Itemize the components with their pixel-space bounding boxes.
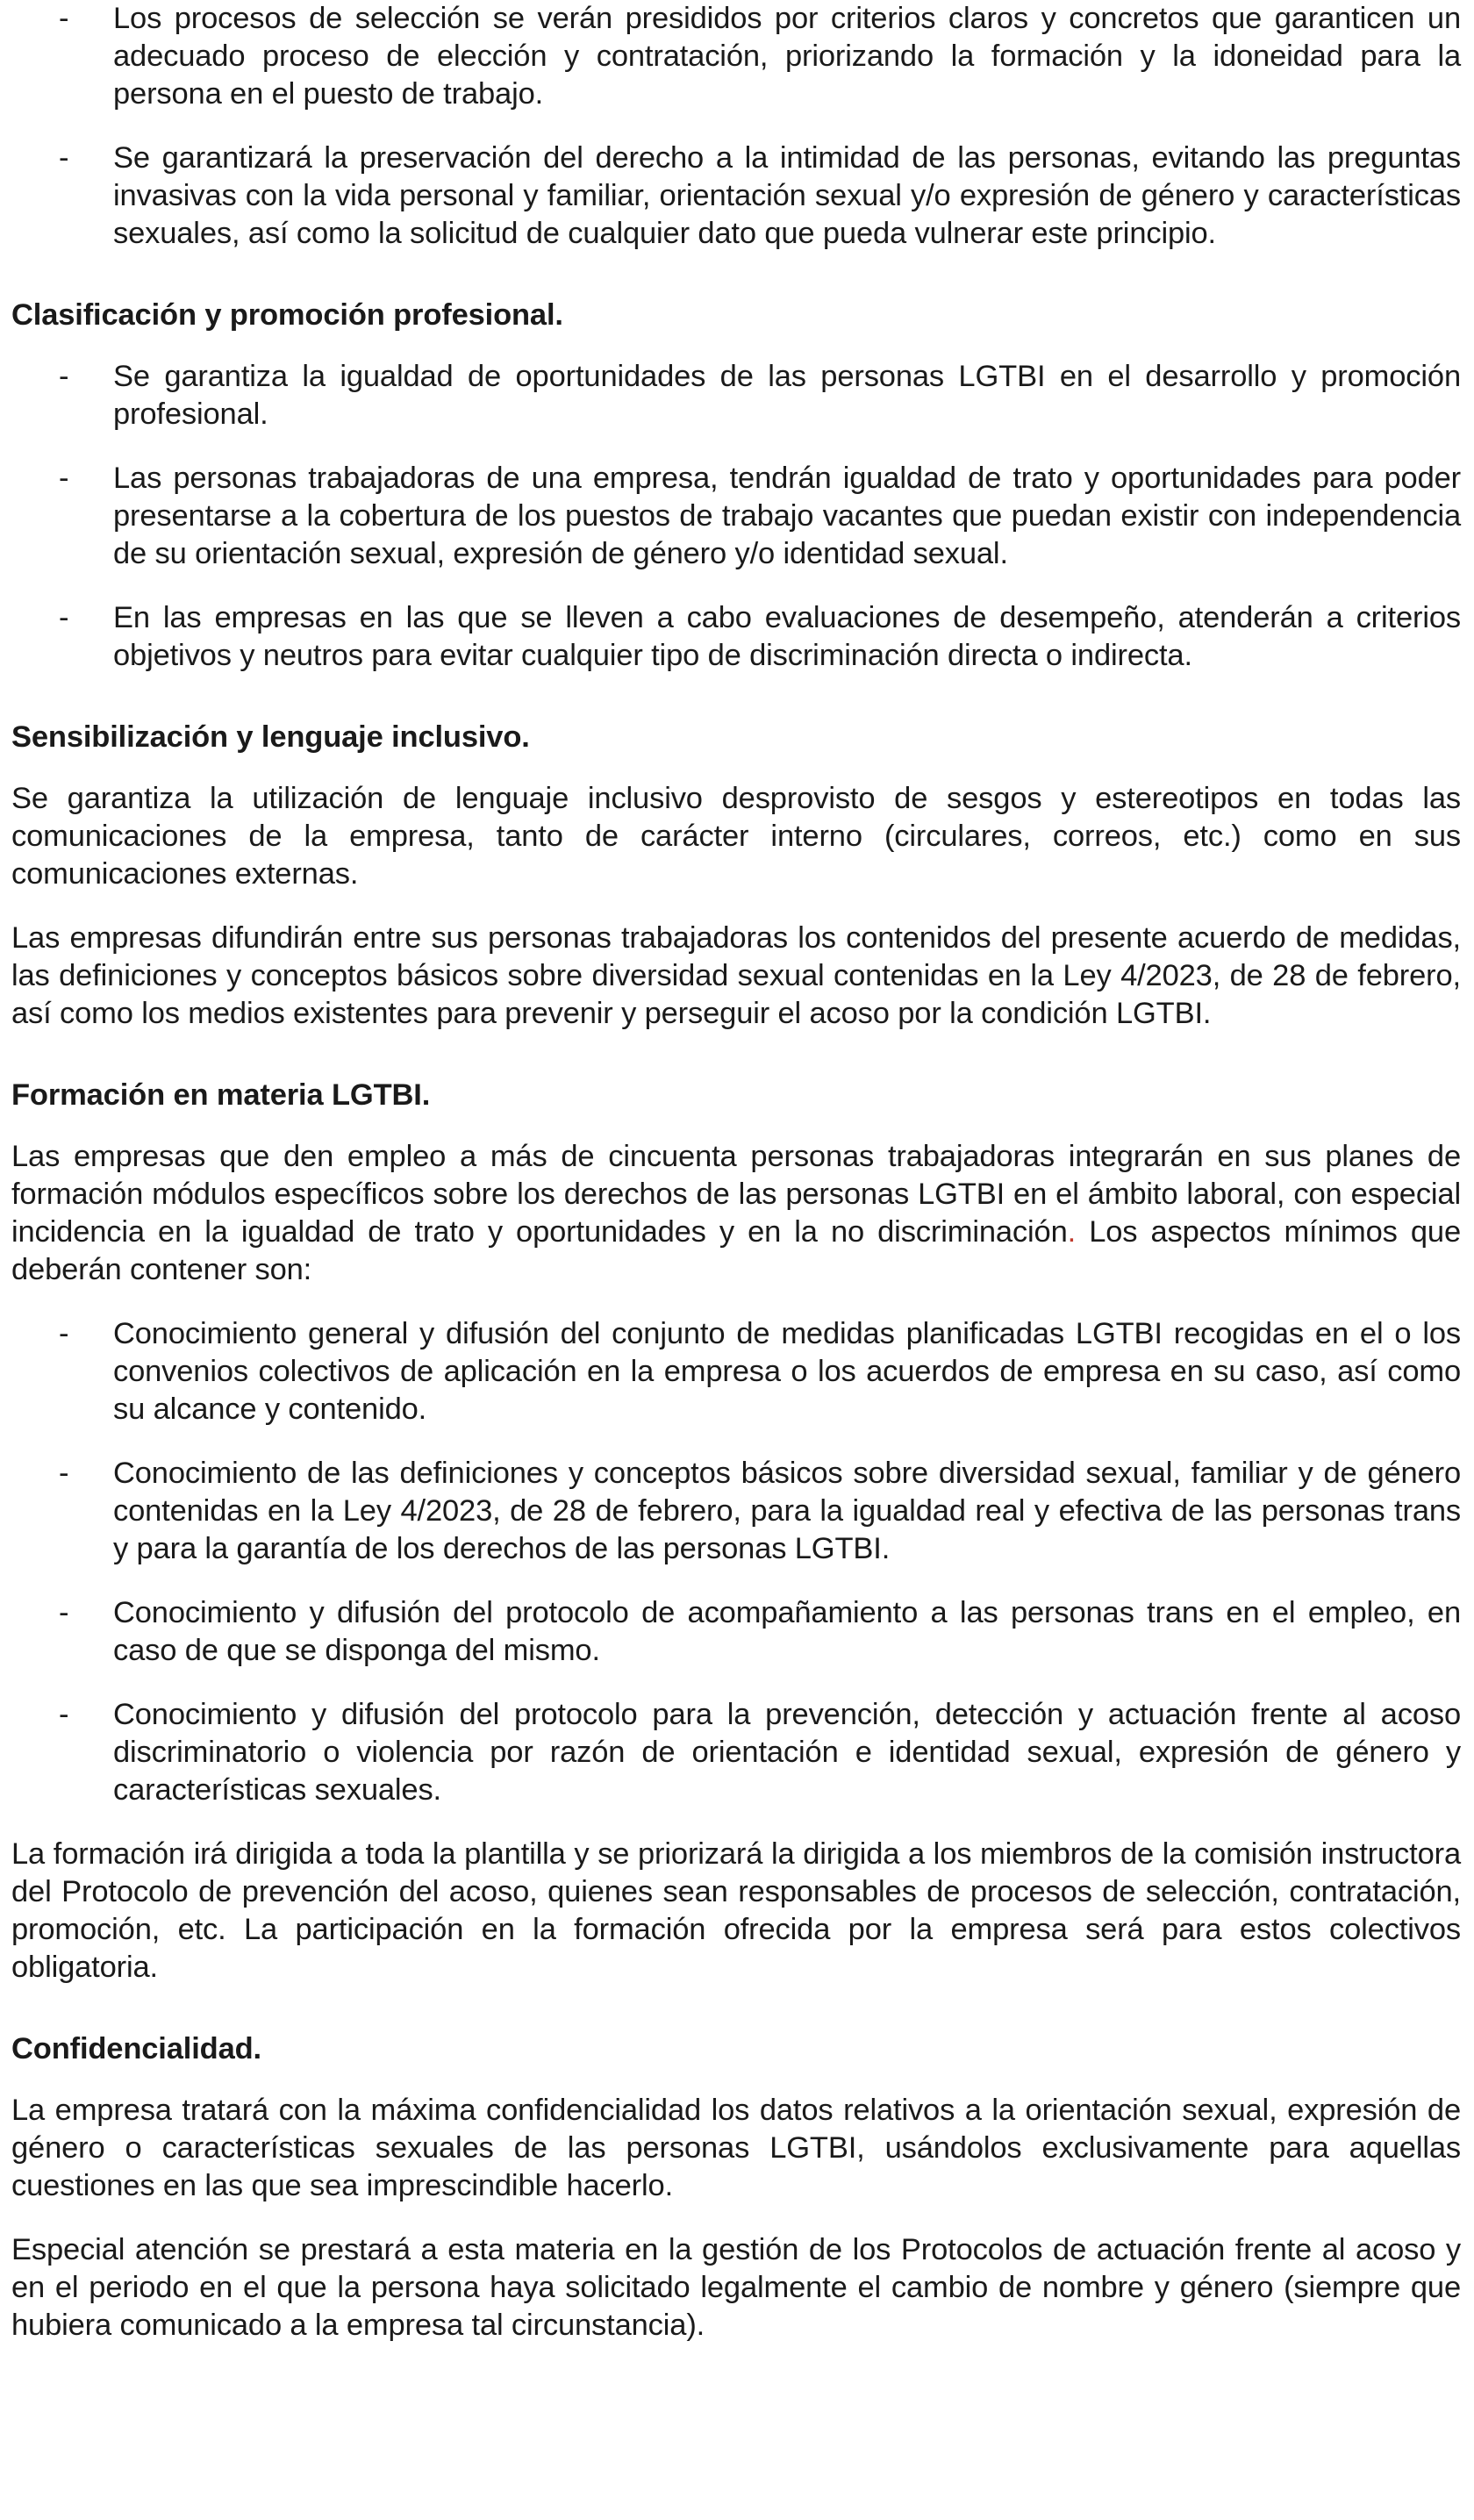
list-dash: -: [59, 141, 69, 175]
list-item-text: En las empresas en las que se lleven a cabo evaluaciones de desempeño, atenderán a criterios objetivos y neutros para evitar cualquier tipo de discriminación directa o indirecta.: [113, 601, 1461, 672]
list-item: [11, 599, 1461, 675]
section-heading-sensibilizacion: Sensibilización y lenguaje inclusivo.: [11, 720, 530, 754]
document-page: [11, 0, 1461, 2345]
formacion-intro-dot: .: [1067, 1215, 1077, 1249]
list-dash: -: [59, 462, 69, 495]
formacion-list: [11, 1315, 1461, 1809]
section-heading-clasificacion: Clasificación y promoción profesional.: [11, 298, 563, 332]
list-item-text: Se garantiza la igualdad de oportunidades de las personas LGTBI en el desarrollo y promoción profesional.: [113, 360, 1461, 431]
section-heading-formacion: Formación en materia LGTBI.: [11, 1078, 431, 1112]
section-heading-confidencialidad: Confidencialidad.: [11, 2032, 261, 2065]
sensibilizacion-paragraph-2: Las empresas difundirán entre sus personas trabajadoras los contenidos del presente acuerdo de medidas, las definiciones y conceptos básicos sobre diversidad sexual contenidas en la Ley 4/2023, de 28 de febrero, así como los medios existentes para prevenir y perseguir el acoso por la condición LGTBI.: [11, 921, 1461, 1030]
list-dash: -: [59, 1317, 69, 1350]
list-item: [11, 1696, 1461, 1809]
list-dash: -: [59, 2, 69, 35]
list-item-text: Las personas trabajadoras de una empresa, tendrán igualdad de trato y oportunidades para poder presentarse a la cobertura de los puestos de trabajo vacantes que puedan existir con independencia de su orientación sexual, expresión de género y/o identidad sexual.: [113, 462, 1461, 570]
list-dash: -: [59, 1457, 69, 1490]
list-item: [11, 358, 1461, 433]
list-dash: -: [59, 601, 69, 634]
list-item: [11, 0, 1461, 113]
list-dash: -: [59, 360, 69, 393]
list-item: [11, 1594, 1461, 1670]
seleccion-list: [11, 0, 1461, 253]
list-dash: -: [59, 1596, 69, 1629]
list-dash: -: [59, 1698, 69, 1731]
confidencialidad-paragraph-1: La empresa tratará con la máxima confidencialidad los datos relativos a la orientación sexual, expresión de género o características sexuales de las personas LGTBI, usándolos exclusivamente para aquellas cuestiones en las que sea imprescindible hacerlo.: [11, 2094, 1461, 2202]
list-item-text: Conocimiento y difusión del protocolo para la prevención, detección y actuación frente al acoso discriminatorio o violencia por razón de orientación e identidad sexual, expresión de género y características sexuales.: [113, 1698, 1461, 1807]
list-item: [11, 1455, 1461, 1568]
list-item-text: Se garantizará la preservación del derecho a la intimidad de las personas, evitando las preguntas invasivas con la vida personal y familiar, orientación sexual y/o expresión de género y características sexuales, así como la solicitud de cualquier dato que pueda vulnerar este principio.: [113, 141, 1461, 250]
sensibilizacion-paragraph-1: Se garantiza la utilización de lenguaje inclusivo desprovisto de sesgos y estereotipos en todas las comunicaciones de la empresa, tanto de carácter interno (circulares, correos, etc.) como en sus comunicaciones externas.: [11, 782, 1461, 891]
list-item-text: Conocimiento general y difusión del conjunto de medidas planificadas LGTBI recogidas en el o los convenios colectivos de aplicación en la empresa o los acuerdos de empresa en su caso, así como su alcance y contenido.: [113, 1317, 1461, 1426]
list-item-text: Conocimiento y difusión del protocolo de acompañamiento a las personas trans en el empleo, en caso de que se disponga del mismo.: [113, 1596, 1461, 1667]
formacion-closing-paragraph: La formación irá dirigida a toda la plantilla y se priorizará la dirigida a los miembros de la comisión instructora del Protocolo de prevención del acoso, quienes sean responsables de procesos de selección, contratación, promoción, etc. La participación en la formación ofrecida por la empresa será para estos colectivos obligatoria.: [11, 1837, 1461, 1984]
clasificacion-list: [11, 358, 1461, 675]
list-item-text: Los procesos de selección se verán presididos por criterios claros y concretos que garanticen un adecuado proceso de elección y contratación, priorizando la formación y la idoneidad para la persona en el puesto de trabajo.: [113, 2, 1461, 111]
formacion-intro: [11, 1138, 1461, 1289]
confidencialidad-paragraph-2: Especial atención se prestará a esta materia en la gestión de los Protocolos de actuación frente al acoso y en el periodo en el que la persona haya solicitado legalmente el cambio de nombre y género (siempre que hubiera comunicado a la empresa tal circunstancia).: [11, 2233, 1461, 2342]
list-item: [11, 140, 1461, 253]
list-item: [11, 1315, 1461, 1428]
list-item: [11, 460, 1461, 573]
formacion-intro-tail: Los aspectos mínimos que deberán contener son:: [11, 1215, 1461, 1286]
formacion-intro-text: Las empresas que den empleo a más de cincuenta personas trabajadoras integrarán en sus planes de formación módulos específicos sobre los derechos de las personas LGTBI en el ámbito laboral, con especial incidencia en la igualdad de trato y oportunidades y en la no discriminación: [11, 1140, 1461, 1249]
list-item-text: Conocimiento de las definiciones y conceptos básicos sobre diversidad sexual, familiar y de género contenidas en la Ley 4/2023, de 28 de febrero, para la igualdad real y efectiva de las personas trans y para la garantía de los derechos de las personas LGTBI.: [113, 1457, 1461, 1565]
